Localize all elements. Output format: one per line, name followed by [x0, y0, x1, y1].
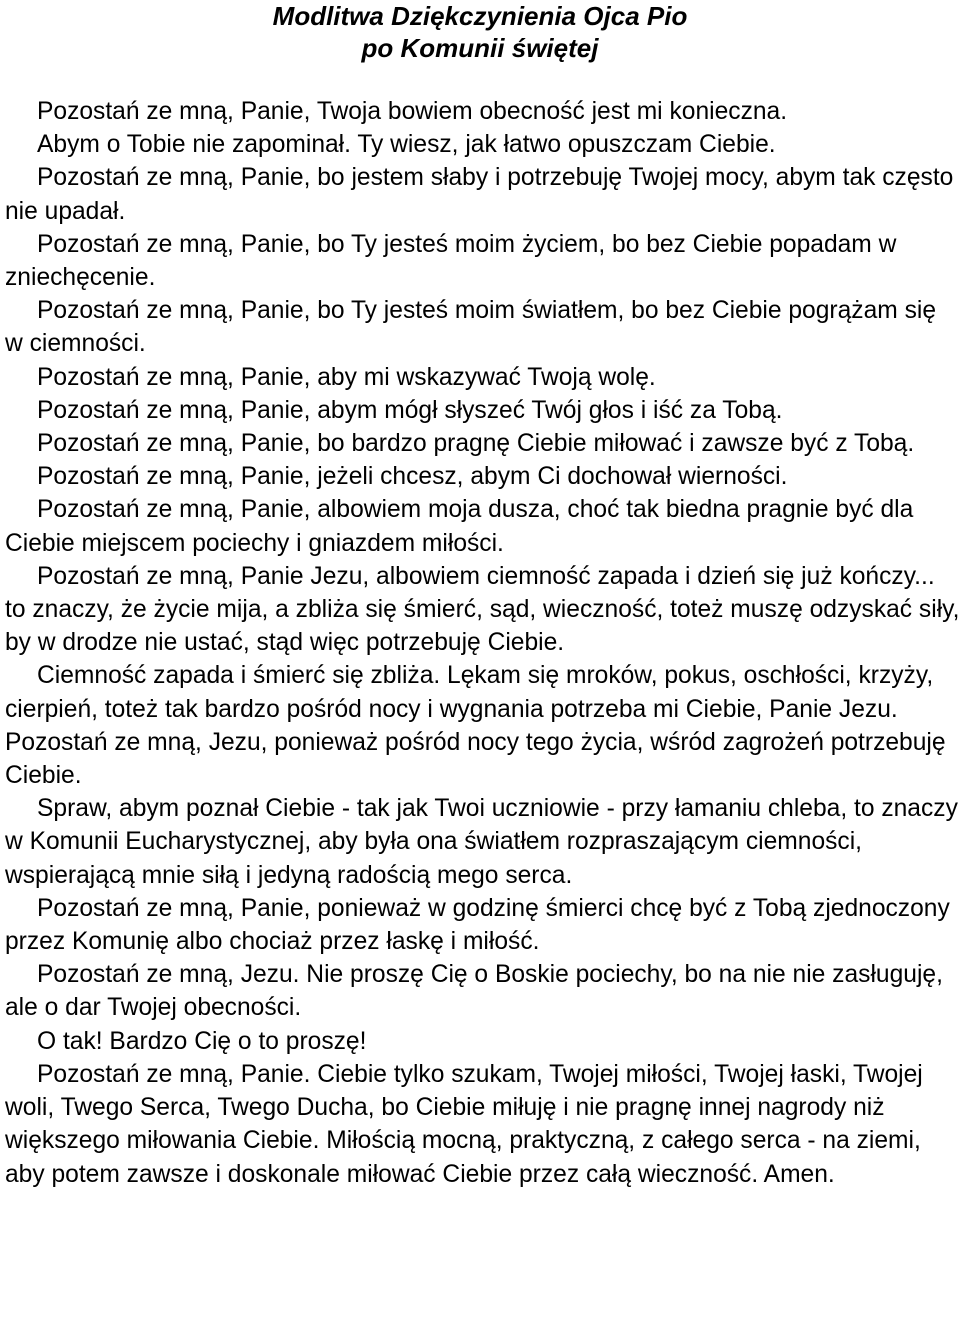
paragraph: Pozostań ze mną, Jezu. Nie proszę Cię o Boskie pociechy, bo na nie nie zasługuję, ale o dar Twojej obecności.	[5, 961, 943, 1022]
paragraph: Pozostań ze mną, Panie, jeżeli chcesz, abym Ci dochował wierności.	[37, 463, 788, 491]
paragraph: Pozostań ze mną, Panie, abym mógł słyszeć Twój głos i iść za Tobą.	[37, 396, 783, 424]
document-title	[0, 0, 960, 64]
prayer-body	[5, 95, 960, 1191]
paragraph: Pozostań ze mną, Panie, albowiem moja dusza, choć tak biedna pragnie być dla Ciebie miejscem pociechy i gniazdem miłości.	[5, 496, 914, 557]
paragraph: Pozostań ze mną, Panie Jezu, albowiem ciemność zapada i dzień się już kończy... to znaczy, że życie mija, a zbliża się śmierć, sąd, wieczność, toteż muszę odzyskać siły, by w drodze nie ustać, stąd więc potrzebuję Ciebie.	[5, 562, 960, 657]
paragraph: Pozostań ze mną, Panie, aby mi wskazywać Twoją wolę.	[37, 363, 656, 391]
paragraph: O tak! Bardzo Cię o to proszę!	[37, 1027, 367, 1055]
title-line-2: po Komunii świętej	[361, 33, 599, 63]
paragraph: Spraw, abym poznał Ciebie - tak jak Twoi uczniowie - przy łamaniu chleba, to znaczy w Komunii Eucharystycznej, aby była ona światłem rozpraszającym ciemności, wspierającą mnie siłą i jedyną radością mego serca.	[5, 795, 958, 889]
paragraph: Pozostań ze mną, Panie, bo Ty jesteś moim światłem, bo bez Ciebie pogrążam się w ciemności.	[5, 297, 937, 358]
paragraph: Pozostań ze mną, Panie, bo bardzo pragnę Ciebie miłować i zawsze być z Tobą.	[37, 430, 915, 458]
paragraph: Pozostań ze mną, Panie, ponieważ w godzinę śmierci chcę być z Tobą zjednoczony przez Komunię albo chociaż przez łaskę i miłość.	[5, 894, 950, 956]
paragraph: Pozostań ze mną, Panie, bo Ty jesteś moim życiem, bo bez Ciebie popadam w zniechęcenie.	[5, 230, 897, 292]
title-line-1: Modlitwa Dziękczynienia Ojca Pio	[272, 1, 688, 31]
paragraph: Abym o Tobie nie zapominał. Ty wiesz, jak łatwo opuszczam Ciebie.	[37, 131, 776, 159]
paragraph: Pozostań ze mną, Panie, Twoja bowiem obecność jest mi konieczna.	[37, 98, 788, 125]
paragraph: Pozostań ze mną, Panie. Ciebie tylko szukam, Twojej miłości, Twojej łaski, Twojej woli, Twego Serca, Twego Ducha, bo Ciebie miłuję i nie pragnę innej nagrody niż większego miłowania Ciebie. Miłością mocną, praktyczną, z całego serca - na ziemi, aby potem zawsze i doskonale miłować Ciebie przez całą wieczność. Amen.	[5, 1060, 923, 1188]
paragraph: Ciemność zapada i śmierć się zbliża. Lękam się mroków, pokus, oschłości, krzyży, cierpień, toteż tak bardzo pośród nocy i wygnania potrzeba mi Ciebie, Panie Jezu. Pozostań ze mną, Jezu, ponieważ pośród nocy tego życia, wśród zagrożeń potrzebuję Ciebie.	[5, 662, 946, 790]
paragraph: Pozostań ze mną, Panie, bo jestem słaby i potrzebuję Twojej mocy, abym tak często nie upadał.	[5, 164, 954, 225]
